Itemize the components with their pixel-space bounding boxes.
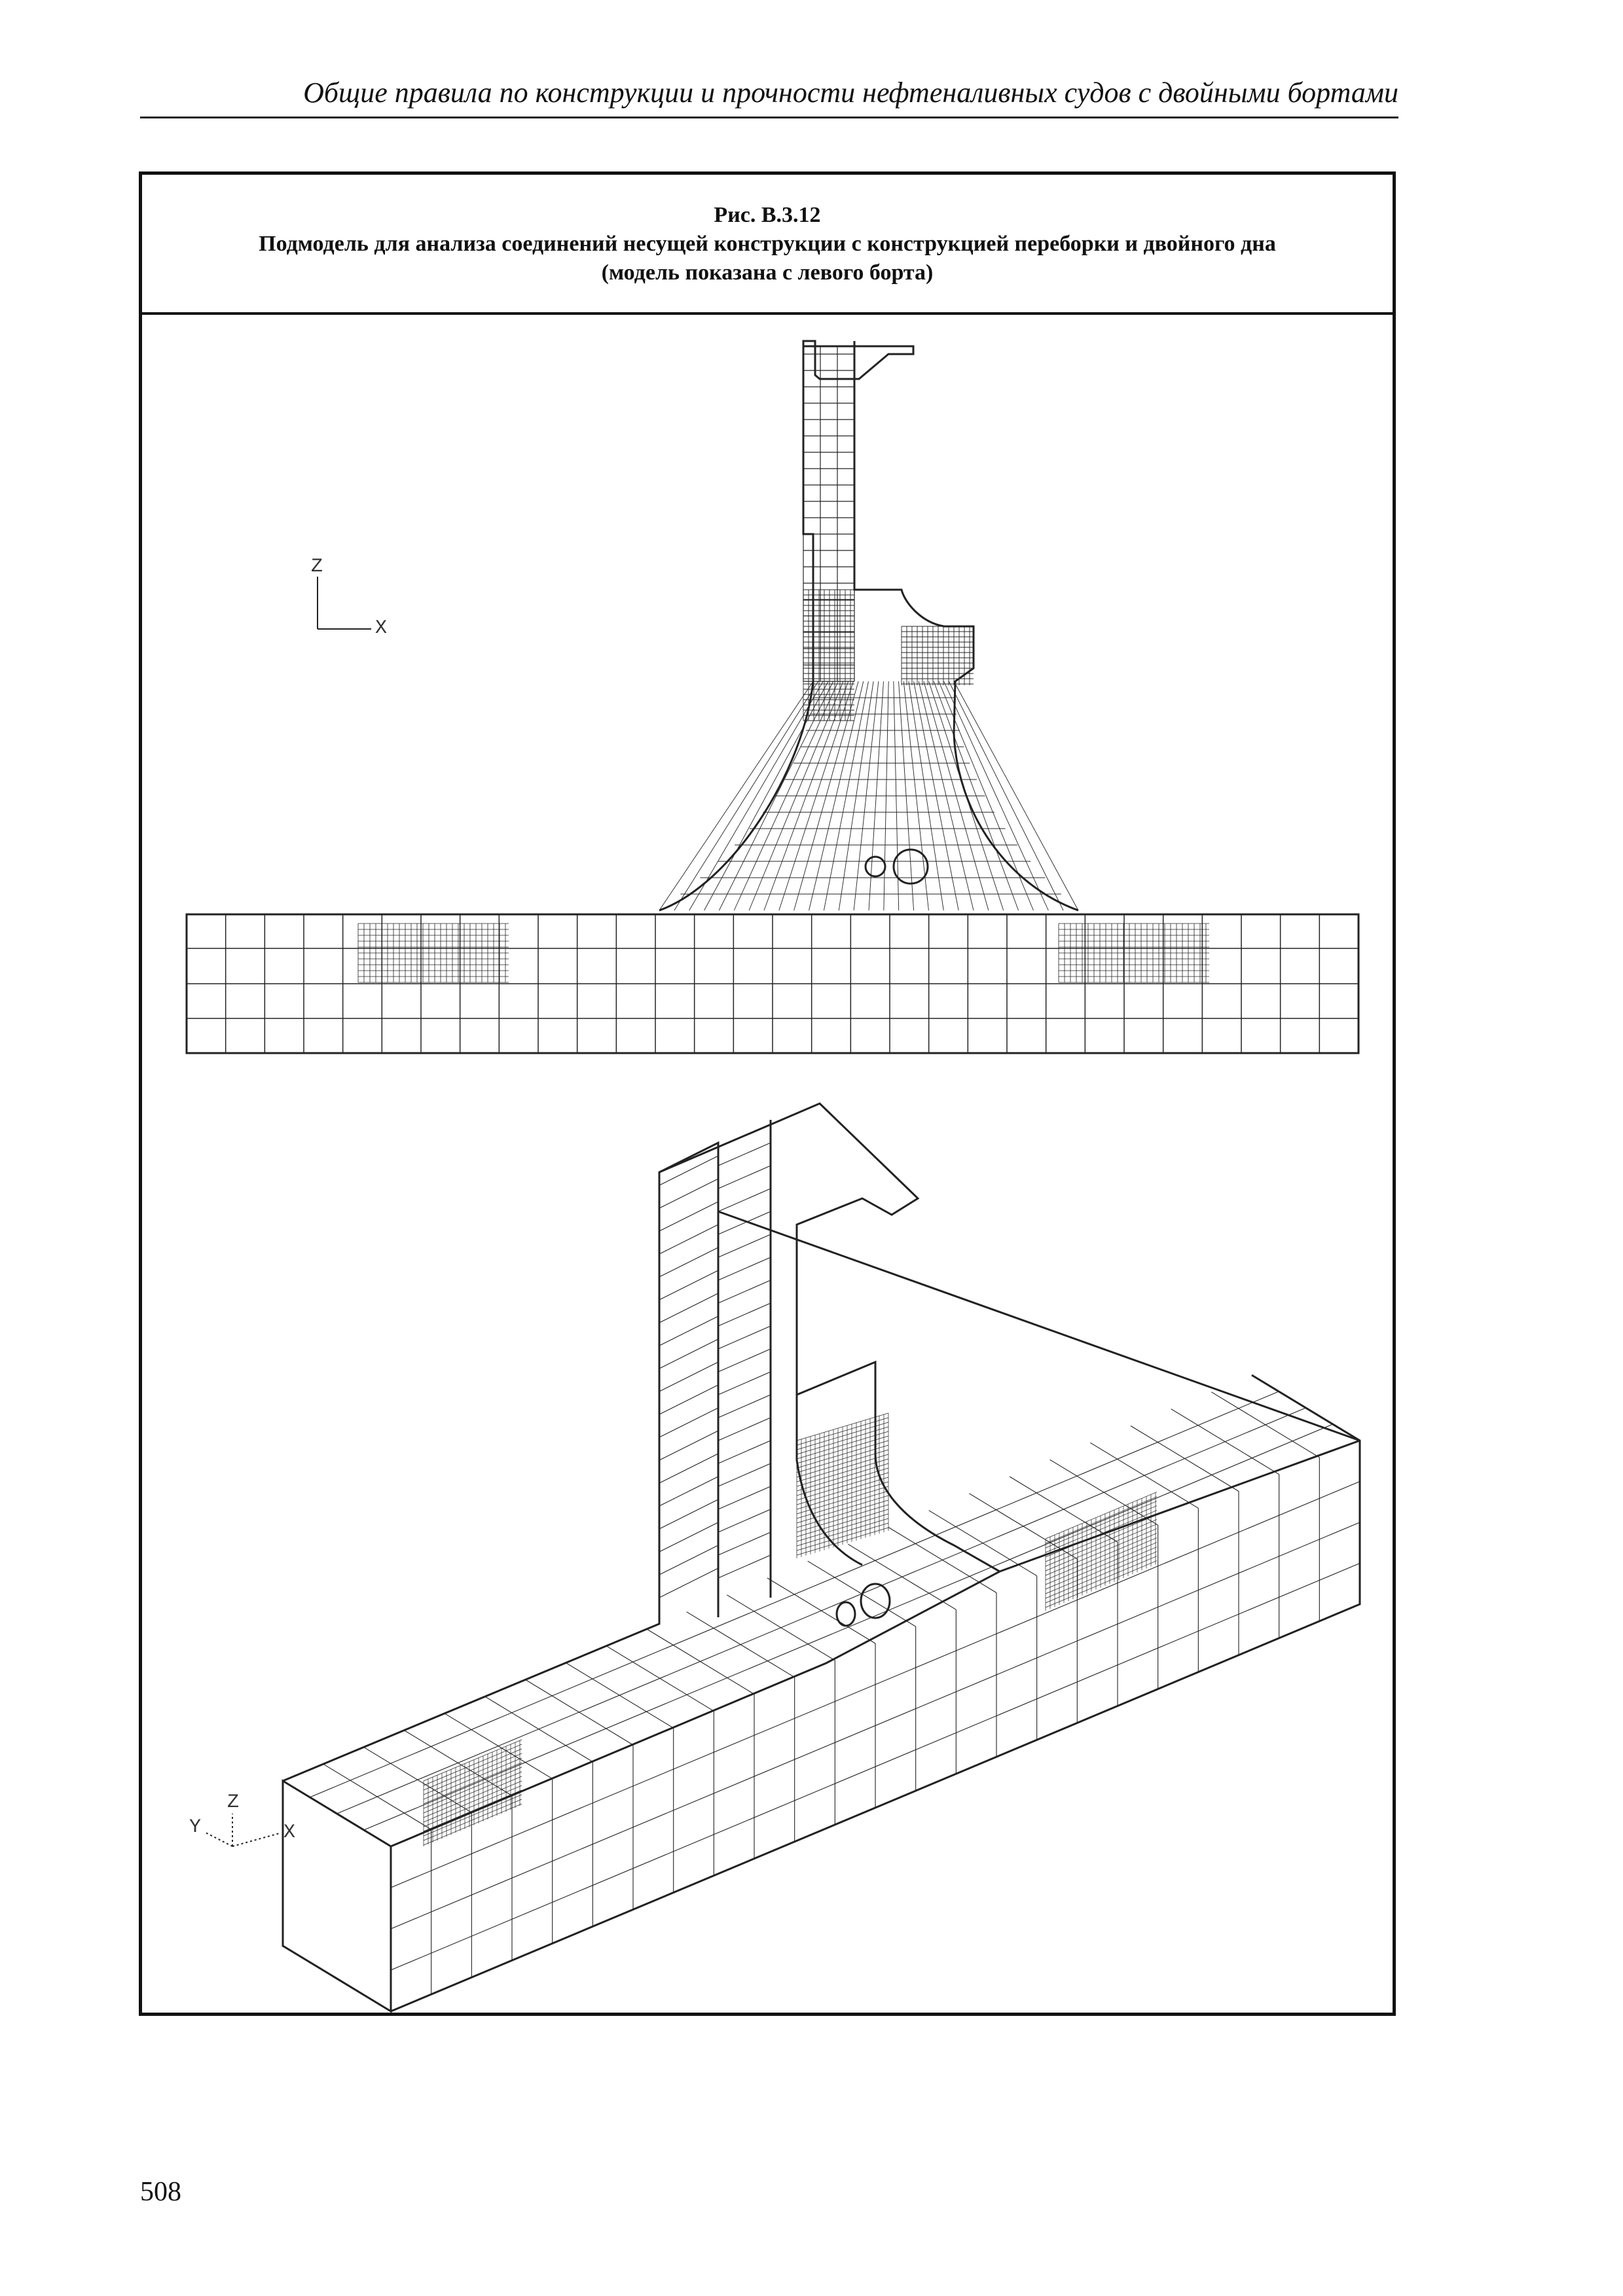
figure-subtitle: (модель показана с левого борта) — [601, 260, 934, 285]
dense-mesh-left — [358, 924, 509, 982]
iso-dense-line — [1046, 1506, 1157, 1552]
iso-grid-line — [718, 1463, 771, 1486]
iso-grid-line — [391, 1482, 1360, 1888]
iso-dense-line — [424, 1799, 522, 1840]
iso-grid-line — [718, 1257, 771, 1280]
bulkhead-grid — [803, 346, 854, 681]
iso-dense-line — [424, 1749, 522, 1790]
figure-area — [142, 315, 1393, 2013]
running-header: Общие правила по конструкции и прочности нефтеналивных судов с двойными бортами — [303, 77, 1398, 109]
iso-grid-line — [718, 1418, 771, 1441]
iso-dense-line — [1046, 1538, 1157, 1585]
axes-view1 — [318, 577, 371, 629]
iso-grid-line — [718, 1532, 771, 1555]
iso-grid — [283, 1143, 1360, 2011]
iso-dense-line — [1046, 1520, 1157, 1566]
iso-front-face — [283, 1781, 391, 2011]
iso-top-edge — [283, 1143, 1360, 1781]
iso-dense-line — [424, 1795, 522, 1836]
iso-grid-line — [718, 1326, 771, 1349]
iso-grid-line — [659, 1431, 718, 1460]
iso-dense-line — [424, 1753, 522, 1795]
iso-dense-line — [424, 1767, 522, 1808]
iso-grid-line — [718, 1372, 771, 1395]
figure-caption — [142, 175, 1393, 315]
axis-x-label-view2: X — [283, 1821, 296, 1844]
iso-grid-line — [659, 1454, 718, 1483]
iso-grid-line — [659, 1293, 718, 1323]
iso-grid-line — [391, 1564, 1360, 1971]
iso-dense-line — [1046, 1534, 1157, 1580]
figure-title: Подмодель для анализа соединений несущей конструкции с конструкцией переборки и двойного дна — [259, 232, 1276, 256]
isometric-mesh-view — [204, 1103, 1360, 2011]
iso-grid-line — [659, 1568, 718, 1598]
iso-grid-line — [659, 1202, 718, 1231]
iso-dense-center — [797, 1413, 888, 1558]
iso-grid-line — [659, 1477, 718, 1506]
iso-bracket-top — [797, 1362, 1000, 1571]
iso-dense-line — [1046, 1511, 1157, 1557]
iso-grid-line — [659, 1339, 718, 1369]
iso-grid-line — [718, 1234, 771, 1257]
axes-view2 — [204, 1814, 280, 1846]
bulkhead-outline — [659, 341, 913, 910]
iso-grid-line — [659, 1362, 718, 1391]
mesh-figure — [142, 315, 1393, 2013]
iso-grid-line — [718, 1395, 771, 1418]
iso-grid-line — [337, 1408, 1306, 1814]
iso-grid-line — [718, 1555, 771, 1578]
iso-dense-line — [1046, 1547, 1157, 1594]
iso-hole-small — [837, 1602, 855, 1626]
iso-grid-line — [718, 1509, 771, 1532]
iso-dense-line — [424, 1744, 522, 1785]
iso-grid-line — [718, 1189, 771, 1211]
figure-number: Рис. В.3.12 — [714, 203, 821, 227]
page-number: 508 — [140, 2177, 181, 2207]
iso-grid-line — [659, 1408, 718, 1437]
dense-mesh-right — [1059, 924, 1209, 982]
axis-y-label-view2: Y — [189, 1816, 202, 1839]
figure-frame — [139, 171, 1396, 2016]
iso-grid-line — [659, 1499, 718, 1529]
iso-dense-line — [424, 1790, 522, 1831]
iso-dense-line — [424, 1785, 522, 1827]
iso-dense-line — [424, 1740, 522, 1781]
bulkhead-outline-right — [854, 341, 1078, 910]
iso-grid-line — [659, 1247, 718, 1277]
iso-grid-line — [659, 1385, 718, 1414]
iso-dense-line — [1046, 1556, 1157, 1603]
iso-grid-line — [659, 1316, 718, 1346]
lightening-hole-small — [866, 857, 885, 876]
iso-grid-line — [659, 1522, 718, 1552]
iso-dense-line — [424, 1781, 522, 1822]
iso-grid-line — [659, 1179, 718, 1208]
iso-dense-line — [1046, 1552, 1157, 1598]
axis-z-label-view1: Z — [311, 556, 323, 578]
iso-grid-line — [718, 1349, 771, 1372]
header-rule — [140, 117, 1398, 118]
iso-grid-line — [659, 1225, 718, 1254]
iso-hole-large — [861, 1584, 890, 1618]
iso-dense-line — [1046, 1561, 1157, 1607]
iso-grid-line — [718, 1486, 771, 1509]
elevation-mesh-view — [187, 341, 1359, 1053]
iso-dense-line — [1046, 1529, 1157, 1575]
iso-grid-line — [718, 1303, 771, 1326]
iso-dense-line — [1046, 1515, 1157, 1562]
iso-grid-line — [718, 1143, 771, 1166]
iso-dense-line — [1046, 1524, 1157, 1571]
iso-grid-line — [659, 1545, 718, 1575]
iso-grid-line — [364, 1424, 1333, 1830]
iso-grid-line — [659, 1270, 718, 1300]
bracket-mesh — [659, 590, 1078, 910]
iso-grid-line — [718, 1166, 771, 1189]
axis-z-label-view2: Z — [227, 1791, 240, 1814]
axis-x-label-view1: X — [375, 617, 388, 639]
iso-bulkhead — [659, 1103, 918, 1624]
iso-grid-line — [718, 1280, 771, 1303]
iso-grid-line — [718, 1441, 771, 1463]
